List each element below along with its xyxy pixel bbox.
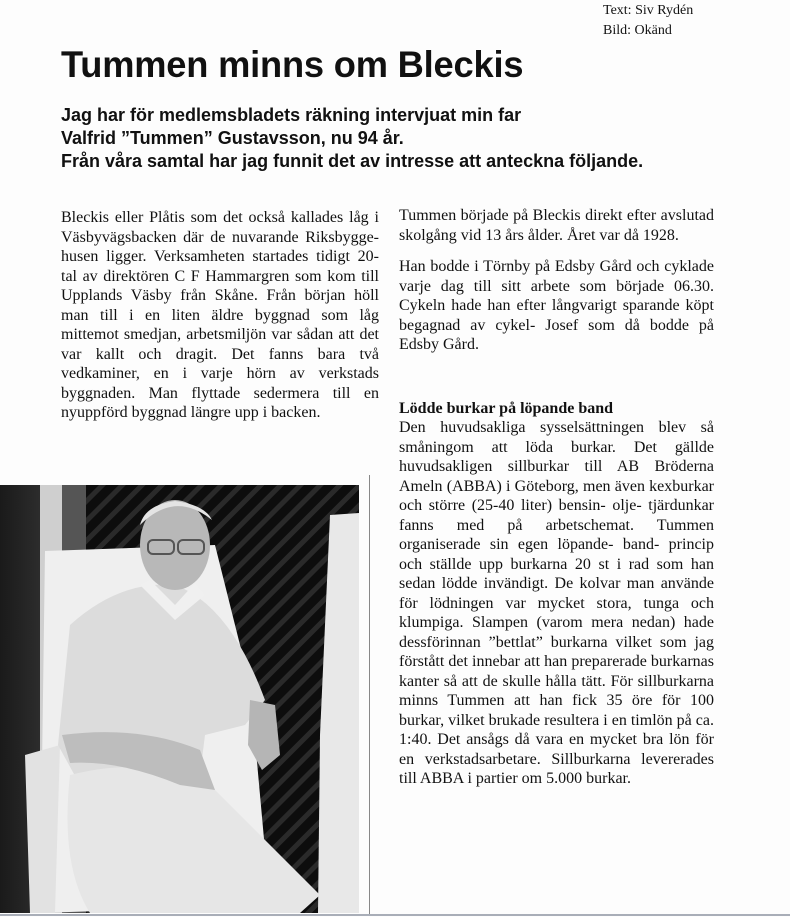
- page-bottom-rule: [0, 914, 790, 916]
- left-column: [61, 208, 379, 423]
- lead-line: Jag har för medlemsbladets räkning intervjuat min far: [61, 105, 522, 125]
- lead-line: Från våra samtal har jag funnit det av intresse att anteckna följande.: [61, 151, 644, 171]
- article-lead: [61, 104, 643, 173]
- photo-illustration: [0, 485, 359, 913]
- portrait-photo: [0, 485, 359, 913]
- paragraph: Den huvudsakliga sysselsättningen blev så småningom att löda burkar. Det gällde huvudsakligen sillburkar till AB Bröderna Ameln (ABBA) i Göteborg, men även kexburkar och större (25-40 liter) bensin- olje- tjärdunkar fanns med på arbetschemat. Tummen organiserade sin egen löpande- band- princip och ställde upp burkarna 20 st i rad som han sedan lödde invändigt. De kolvar man använde för lödningen var mycket stora, tunga och klumpiga. Slampen (varom mera nedan) hade dessförinnan ”bettlat” burkarna vilket som jag förstått det innebar att han preparerade burkarnas kanter så att de skulle hålla tätt. För sillburkarna minns Tummen att han fick 35 öre för 100 burkar, vilket brukade resultera i en timlön på ca. 1:40. Det ansågs då vara en mycket bra lön för en verkstadsarbetare. Sillburkarna levererades till ABBA i partier om 5.000 burkar.: [399, 419, 714, 787]
- column-divider: [369, 475, 370, 915]
- credits: [603, 1, 693, 41]
- right-column: [399, 206, 714, 789]
- article-title: Tummen minns om Bleckis: [61, 44, 524, 85]
- text-credit: Text: Siv Rydén: [603, 3, 694, 18]
- lead-line: Valfrid ”Tummen” Gustavsson, nu 94 år.: [61, 128, 404, 148]
- paragraph: Bleckis eller Plåtis som det också kallades låg i Väsbyvägsbacken där de nuvarande Riksbygge-husen ligger. Verksamheten startades tidigt 20- tal av direktören C F Hammargren som kom till Upplands Väsby från Skåne. Från början höll man till i en liten äldre byggnad som låg mittemot smedjan, arbetsmiljön var sådan att det var kallt och dragit. Det fanns bara två vedkaminer, en i varje hörn av verkstads byggnaden. Man flyttade sedermera till en nyuppförd byggnad längre upp i backen.: [61, 209, 379, 421]
- paragraph: Han bodde i Törnby på Edsby Gård och cyklade varje dag till sitt arbete som började 06.30. Cykeln hade han efter långvarigt sparande köpt begagnad av cykel- Josef som då bodde på Edsby Gård.: [399, 258, 714, 353]
- photo-credit: Bild: Okänd: [603, 23, 672, 38]
- section-subheading: Lödde burkar på löpande band: [399, 399, 614, 417]
- paragraph: Tummen började på Bleckis direkt efter avslutad skolgång vid 13 års ålder. Året var då 1928.: [399, 207, 714, 244]
